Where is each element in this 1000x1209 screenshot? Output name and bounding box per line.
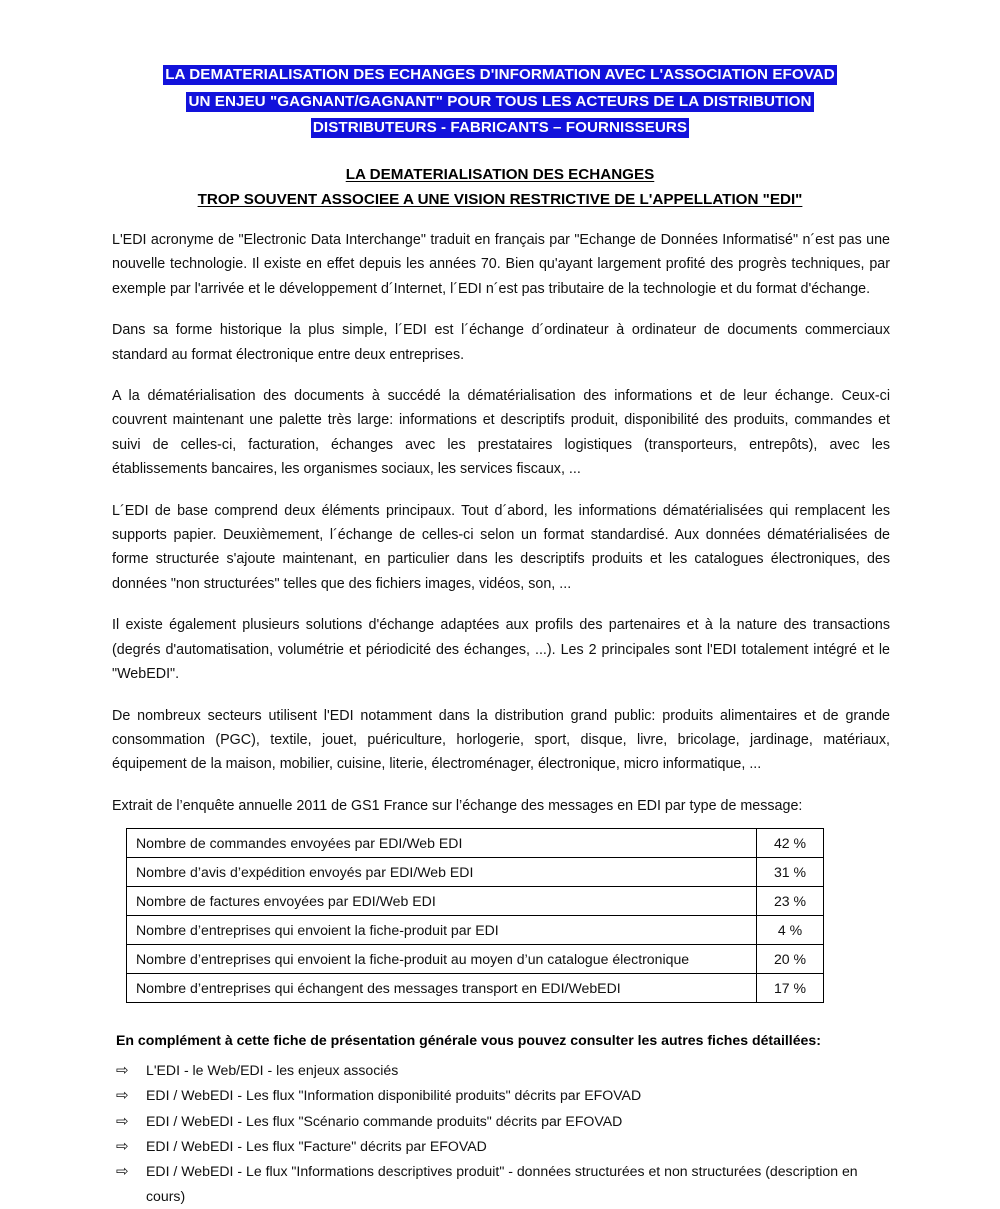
table-row	[127, 887, 824, 916]
table-row	[127, 974, 824, 1003]
title-line-1-text: LA DEMATERIALISATION DES ECHANGES D'INFORMATION AVEC L'ASSOCIATION EFOVAD	[165, 66, 835, 83]
right-arrow-icon: ⇨	[116, 1062, 129, 1080]
table-row	[127, 829, 824, 858]
list-item	[112, 1058, 890, 1083]
table-row	[127, 858, 824, 887]
related-sheets-block	[112, 1029, 890, 1209]
list-item-label: EDI / WebEDI - Le flux "Informations descriptives produit" - données structurées et non structurées (description en cours)	[146, 1162, 858, 1205]
document-body	[112, 228, 890, 1209]
title-line-1	[0, 62, 1000, 89]
table-cell-value: 20 %	[757, 945, 824, 974]
table-row	[127, 945, 824, 974]
paragraph-1: L'EDI acronyme de "Electronic Data Interchange" traduit en français par "Echange de Données Informatisé" n´est pas une nouvelle technologie. Il existe en effet depuis les années 70. Bien qu'ayant largement profité des progrès techniques, par exemple par l'arrivée et le développement d´Internet, l´EDI n´est pas tributaire de la technologie et du format d'échange.	[112, 232, 890, 297]
right-arrow-icon: ⇨	[116, 1112, 129, 1130]
paragraph-4: L´EDI de base comprend deux éléments principaux. Tout d´abord, les informations dématérialisées qui remplacent les supports papier. Deuxièmement, l´échange de celles-ci selon un format standardisé. Aux données dématérialisées de forme structurée s'ajoute maintenant, en particulier dans les descriptifs produits et les catalogues électroniques, des données "non structurées" telles que des fichiers images, vidéos, son, ...	[112, 502, 890, 592]
list-item	[112, 1159, 890, 1209]
table-cell-label: Nombre de factures envoyées par EDI/Web EDI	[127, 887, 757, 916]
paragraph-6: De nombreux secteurs utilisent l'EDI notamment dans la distribution grand public: produits alimentaires et de grande consommation (PGC), textile, jouet, puériculture, horlogerie, sport, disque, livre, bricolage, jardinage, matériaux, équipement de la maison, mobilier, cuisine, literie, électroménager, électronique, micro informatique, ...	[112, 707, 890, 773]
title-line-2-text: UN ENJEU "GAGNANT/GAGNANT" POUR TOUS LES ACTEURS DE LA DISTRIBUTION	[188, 92, 812, 110]
list-item-label: EDI / WebEDI - Les flux "Facture" décrits par EFOVAD	[146, 1137, 487, 1154]
title-line-3	[0, 115, 1000, 142]
subtitle-line-1: LA DEMATERIALISATION DES ECHANGES	[345, 165, 655, 183]
list-item-label: EDI / WebEDI - Les flux "Scénario commande produits" décrits par EFOVAD	[146, 1112, 623, 1129]
right-arrow-icon: ⇨	[116, 1137, 129, 1155]
table-cell-value: 4 %	[757, 916, 824, 945]
table-cell-value: 31 %	[757, 858, 824, 887]
table-cell-label: Nombre d’entreprises qui envoient la fiche-produit au moyen d’un catalogue électronique	[127, 945, 757, 974]
title-line-2	[0, 89, 1000, 116]
table-cell-value: 42 %	[757, 829, 824, 858]
table-cell-label: Nombre d’avis d’expédition envoyés par EDI/Web EDI	[127, 858, 757, 887]
document-title-block	[0, 0, 1000, 142]
table-cell-label: Nombre d’entreprises qui échangent des messages transport en EDI/WebEDI	[127, 974, 757, 1003]
title-line-3-text: DISTRIBUTEURS - FABRICANTS – FOURNISSEURS	[312, 119, 688, 136]
right-arrow-icon: ⇨	[116, 1162, 129, 1180]
list-item	[112, 1083, 890, 1108]
table-cell-value: 17 %	[757, 974, 824, 1003]
table-cell-label: Nombre de commandes envoyées par EDI/Web EDI	[127, 829, 757, 858]
related-sheets-heading: En complément à cette fiche de présentation générale vous pouvez consulter les autres fiches détaillées:	[116, 1032, 821, 1049]
related-sheets-list	[112, 1058, 890, 1209]
table-row	[127, 916, 824, 945]
edi-statistics-table	[126, 828, 824, 1003]
table-intro-text: Extrait de l’enquête annuelle 2011 de GS1 France sur l’échange des messages en EDI par type de message:	[112, 797, 803, 814]
table-cell-label: Nombre d’entreprises qui envoient la fiche-produit par EDI	[127, 916, 757, 945]
stats-table-wrapper	[126, 828, 890, 1003]
list-item	[112, 1134, 890, 1159]
list-item-label: EDI / WebEDI - Les flux "Information disponibilité produits" décrits par EFOVAD	[146, 1087, 642, 1104]
document-subtitle-block	[0, 162, 1000, 212]
paragraph-2: Dans sa forme historique la plus simple, l´EDI est l´échange d´ordinateur à ordinateur de documents commerciaux standard au format électronique entre deux entreprises.	[112, 322, 890, 363]
subtitle-line-2: TROP SOUVENT ASSOCIEE A UNE VISION RESTRICTIVE DE L'APPELLATION "EDI"	[197, 190, 803, 208]
list-item	[112, 1109, 890, 1134]
paragraph-5: Il existe également plusieurs solutions d'échange adaptées aux profils des partenaires et à la nature des transactions (degrés d'automatisation, volumétrie et périodicité des échanges, ...). Les 2 principales sont l'EDI totalement intégré et le "WebEDI".	[112, 617, 890, 683]
paragraph-3: A la dématérialisation des documents à succédé la dématérialisation des informations et de leur échange. Ceux-ci couvrent maintenant une palette très large: informations et descriptifs produit, disponibilité des produits, commandes et suivi de celles-ci, facturation, échanges avec les prestataires logistiques (transporteurs, entrepôts), avec les établissements bancaires, les organismes sociaux, les services fiscaux, ...	[112, 388, 890, 478]
right-arrow-icon: ⇨	[116, 1087, 129, 1105]
table-cell-value: 23 %	[757, 887, 824, 916]
list-item-label: L'EDI - le Web/EDI - les enjeux associés	[146, 1062, 399, 1079]
